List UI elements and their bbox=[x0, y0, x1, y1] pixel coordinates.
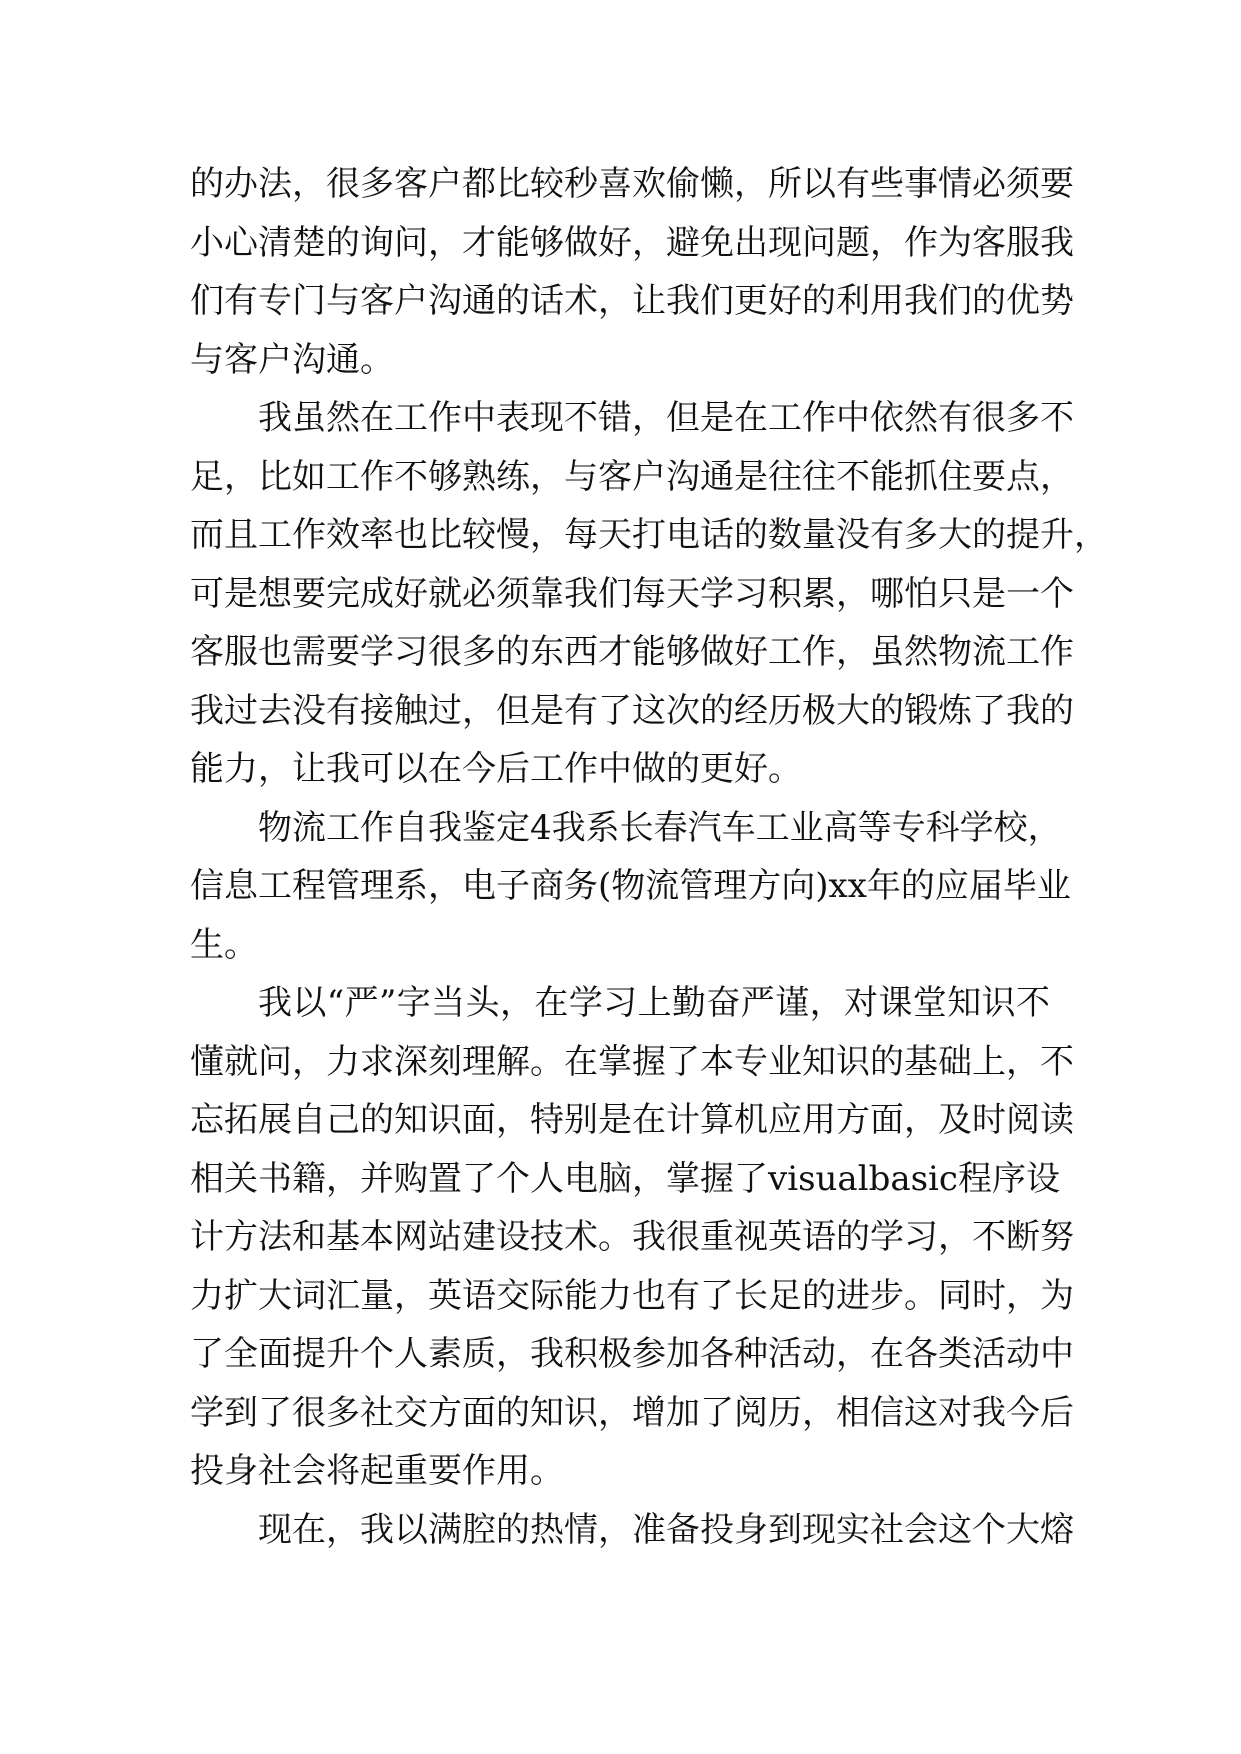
text-line: 我虽然在工作中表现不错，但是在工作中依然有很多不 bbox=[258, 398, 1074, 438]
paragraph bbox=[190, 389, 1108, 799]
text-line: 我过去没有接触过，但是有了这次的经历极大的锻炼了我的 bbox=[190, 690, 1074, 731]
text-line: 可是想要完成好就必须靠我们每天学习积累，哪怕只是一个 bbox=[190, 573, 1074, 614]
text-line: 力扩大词汇量，英语交际能力也有了长足的进步。同时，为 bbox=[190, 1275, 1074, 1316]
text-line: 我以“严”字当头，在学习上勤奋严谨，对课堂知识不 bbox=[258, 983, 1050, 1023]
text-line: 信息工程管理系，电子商务(物流管理方向)xx年的应届毕业 bbox=[190, 866, 1071, 906]
text-line: 足，比如工作不够熟练，与客户沟通是往往不能抓住要点， bbox=[190, 456, 1074, 497]
text-line: 们有专门与客户沟通的话术，让我们更好的利用我们的优势 bbox=[190, 281, 1074, 321]
text-line: 相关书籍，并购置了个人电脑，掌握了visualbasic程序设 bbox=[190, 1158, 1060, 1199]
text-line: 懂就问，力求深刻理解。在掌握了本专业知识的基础上，不 bbox=[190, 1041, 1074, 1082]
text-line: 的办法，很多客户都比较秒喜欢偷懒，所以有些事情必须要 bbox=[190, 164, 1074, 204]
document-body bbox=[190, 155, 1108, 1559]
text-line: 了全面提升个人素质，我积极参加各种活动，在各类活动中 bbox=[190, 1334, 1074, 1374]
text-line: 小心清楚的询问，才能够做好，避免出现问题，作为客服我 bbox=[190, 222, 1074, 263]
text-line: 计方法和基本网站建设技术。我很重视英语的学习，不断努 bbox=[190, 1217, 1074, 1257]
text-line: 而且工作效率也比较慢，每天打电话的数量没有多大的提升， bbox=[190, 515, 1108, 555]
text-line: 客服也需要学习很多的东西才能够做好工作，虽然物流工作 bbox=[190, 632, 1074, 672]
text-line: 现在，我以满腔的热情，准备投身到现实社会这个大熔 bbox=[258, 1509, 1074, 1550]
text-line: 投身社会将起重要作用。 bbox=[190, 1451, 564, 1491]
text-line: 学到了很多社交方面的知识，增加了阅历，相信这对我今后 bbox=[190, 1392, 1074, 1433]
text-line: 忘拓展自己的知识面，特别是在计算机应用方面，及时阅读 bbox=[190, 1100, 1074, 1140]
text-line: 生。 bbox=[190, 924, 258, 965]
text-line: 与客户沟通。 bbox=[190, 339, 394, 380]
text-line: 物流工作自我鉴定4我系长春汽车工业高等专科学校， bbox=[258, 807, 1062, 848]
paragraph bbox=[190, 974, 1074, 1501]
text-line: 能力，让我可以在今后工作中做的更好。 bbox=[190, 749, 802, 789]
paragraph bbox=[190, 155, 1074, 389]
paragraph bbox=[190, 1501, 1074, 1560]
paragraph bbox=[190, 799, 1071, 975]
